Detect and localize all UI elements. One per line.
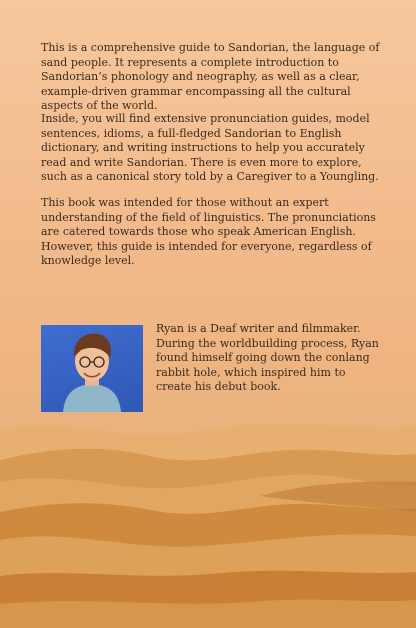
blurb-paragraph-2: Inside, you will find extensive pronunciation guides, model sentences, idioms, a full-fledged Sandorian to English dictionary, and writing instructions to help you accurately read and write Sandorian. There is even more to explore, such as a canonical story told by a Caregiver to a Youngling. [41, 112, 379, 184]
blurb-paragraph-3: This book was intended for those without an expert understanding of the field of linguistics. The pronunciations are catered towards those who speak American English. However, this guide is intended for everyone, regardless of knowledge level. [41, 196, 376, 268]
blurb-paragraph-1: This is a comprehensive guide to Sandorian, the language of sand people. It represents a complete introduction to Sandorian’s phonology and neography, as well as a clear, example-driven grammar encompassing all the cultural aspects of the world. [41, 41, 380, 113]
author-photo [41, 325, 143, 412]
desert-dunes-image [0, 400, 416, 628]
author-bio: Ryan is a Deaf writer and filmmaker. During the worldbuilding process, Ryan found himself going down the conlang rabbit hole, which inspired him to create his debut book. [156, 322, 379, 394]
